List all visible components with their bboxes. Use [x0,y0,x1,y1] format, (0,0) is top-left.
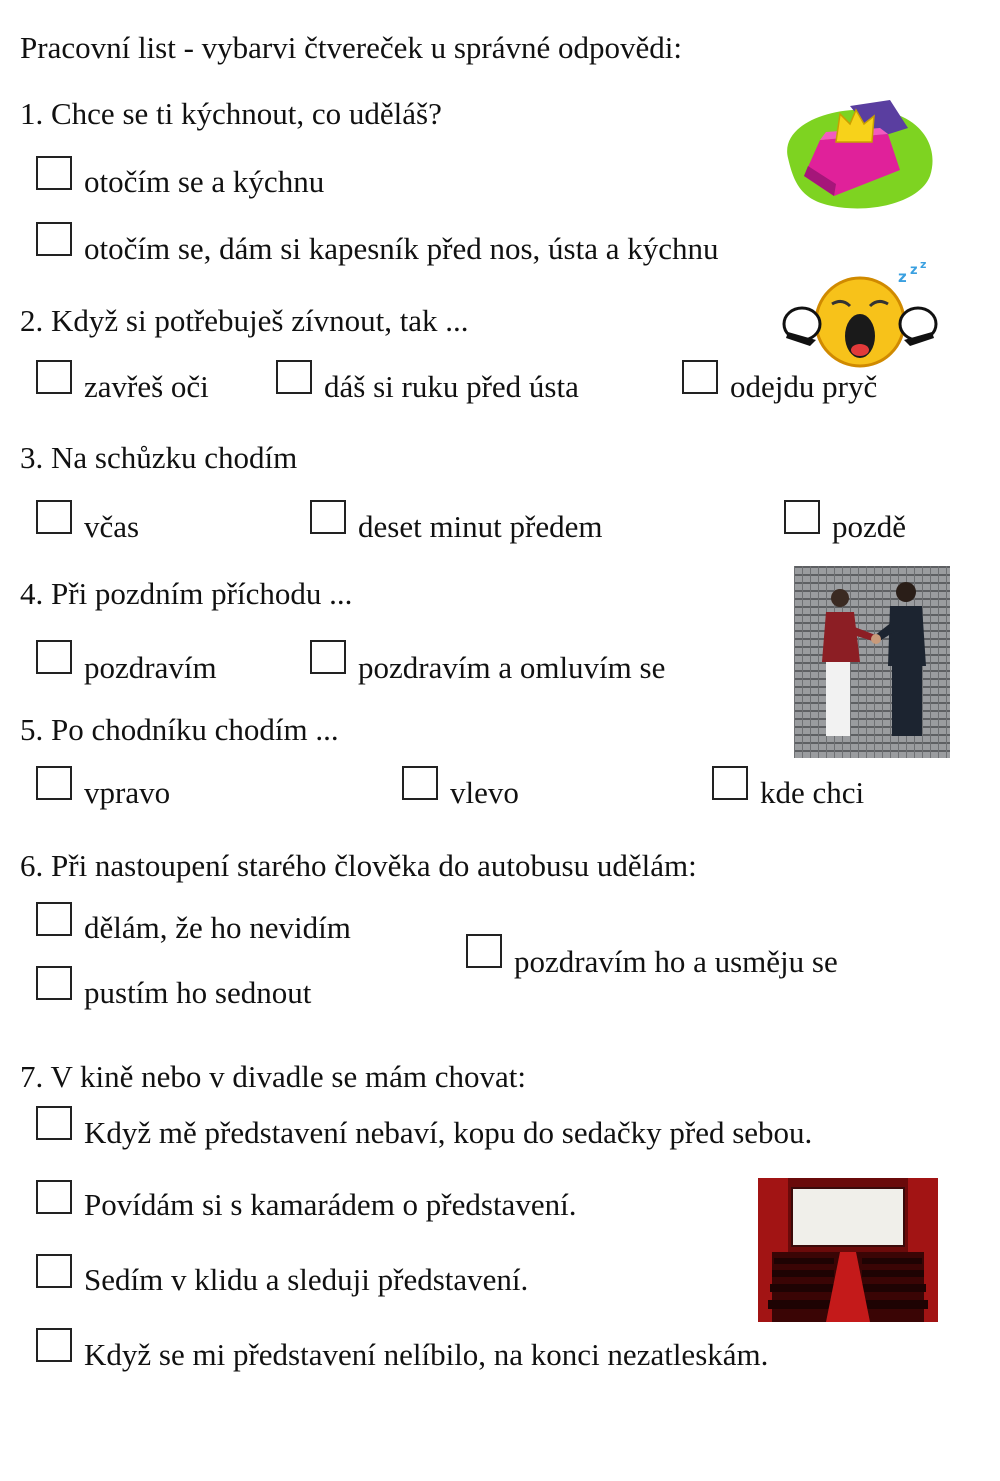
checkbox-q5-option-1[interactable] [36,766,72,800]
question-4: 4. Při pozdním příchodu ... [20,576,353,611]
option-label: deset minut předem [358,509,603,544]
checkbox-q3-option-2[interactable] [310,500,346,534]
question-7: 7. V kině nebo v divadle se mám chovat: [20,1059,526,1094]
question-1: 1. Chce se ti kýchnout, co uděláš? [20,96,442,131]
checkbox-q2-option-2[interactable] [276,360,312,394]
option-label: kde chci [760,775,865,810]
option-label: dáš si ruku před ústa [324,369,579,404]
option-label: odejdu pryč [730,369,878,404]
option-label: vlevo [450,775,519,810]
tissue-box-icon [780,98,940,214]
svg-text:z: z [910,263,918,278]
checkbox-q2-option-1[interactable] [36,360,72,394]
checkbox-q4-option-1[interactable] [36,640,72,674]
option-label: otočím se, dám si kapesník před nos, ústa a kýchnu [84,231,719,266]
checkbox-q7-option-4[interactable] [36,1328,72,1362]
checkbox-q6-option-3[interactable] [466,934,502,968]
option-label: pustím ho sednout [84,975,312,1010]
question-3: 3. Na schůzku chodím [20,440,298,475]
question-2: 2. Když si potřebuješ zívnout, tak ... [20,303,469,338]
svg-text:z: z [920,262,927,271]
checkbox-q7-option-2[interactable] [36,1180,72,1214]
option-label: vpravo [84,775,171,810]
question-5: 5. Po chodníku chodím ... [20,712,339,747]
checkbox-q6-option-1[interactable] [36,902,72,936]
option-label: zavřeš oči [84,369,209,404]
checkbox-q1-option-1[interactable] [36,156,72,190]
option-label: Když se mi představení nelíbilo, na konci nezatleskám. [84,1337,769,1372]
checkbox-q7-option-1[interactable] [36,1106,72,1140]
option-label: pozdě [832,509,907,544]
checkbox-q5-option-3[interactable] [712,766,748,800]
checkbox-q7-option-3[interactable] [36,1254,72,1288]
handshake-photo [794,566,950,758]
checkbox-q3-option-1[interactable] [36,500,72,534]
page-title: Pracovní list - vybarvi čtvereček u správné odpovědi: [20,30,682,65]
option-label: včas [84,509,140,544]
option-label: Povídám si s kamarádem o představení. [84,1187,577,1222]
option-label: dělám, že ho nevidím [84,910,351,945]
yawning-face-icon [780,262,940,372]
option-label: pozdravím a omluvím se [358,650,666,685]
option-label: pozdravím ho a usměju se [514,944,838,979]
checkbox-q2-option-3[interactable] [682,360,718,394]
checkbox-q6-option-2[interactable] [36,966,72,1000]
option-label: Sedím v klidu a sleduji představení. [84,1262,529,1297]
option-label: otočím se a kýchnu [84,164,325,199]
svg-text:z: z [898,268,907,286]
option-label: Když mě představení nebaví, kopu do sedačky před sebou. [84,1115,813,1150]
cinema-hall-photo [758,1178,938,1322]
checkbox-q4-option-2[interactable] [310,640,346,674]
checkbox-q5-option-2[interactable] [402,766,438,800]
checkbox-q3-option-3[interactable] [784,500,820,534]
checkbox-q1-option-2[interactable] [36,222,72,256]
option-label: pozdravím [84,650,217,685]
question-6: 6. Při nastoupení starého člověka do autobusu udělám: [20,848,697,883]
